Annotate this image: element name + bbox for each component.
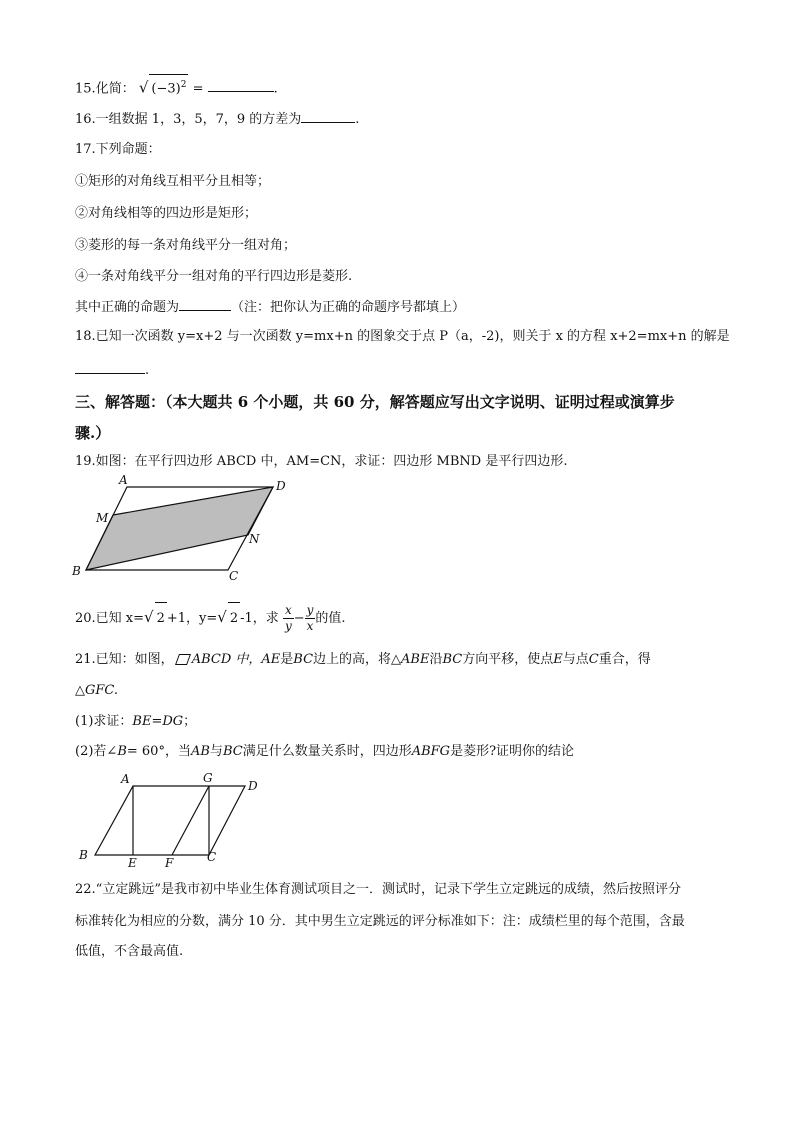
q18-answer-blank: [75, 359, 145, 374]
q21-label-e: E: [128, 856, 137, 868]
question-16: 16.一组数据 1，3，5，7，9 的方差为 .: [75, 108, 359, 130]
q19-label-m: M: [96, 511, 109, 525]
q21-label-c: C: [207, 850, 217, 864]
question-22-line-1: 22.“立定跳远”是我市初中毕业生体育测试项目之一．测试时，记录下学生立定跳远的成绩，然后按照评分: [75, 882, 681, 897]
q21-parallelogram-abcd: [95, 786, 245, 855]
question-15: 15.化简： √ $(-3)^2$ = .: [75, 74, 278, 99]
q21-label-g: G: [203, 771, 213, 785]
q21-part-2: (2)若∠B= 60°，当AB与BC满足什么数量关系时，四边形ABFG是菱形?证明你的结论: [75, 744, 575, 759]
q21-part-1: (1)求证：BE=DG；: [75, 714, 197, 729]
question-18: 18.已知一次函数 y=x+2 与一次函数 y=mx+n 的图象交于点 P（a，-2)，则关于 x 的方程 x+2=mx+n 的解是: [75, 329, 730, 344]
q19-label-b: B: [72, 564, 81, 578]
q17-item-4: ④一条对角线平分一组对角的平行四边形是菱形.: [75, 269, 353, 284]
q17-item-3: ③菱形的每一条对角线平分一组对角；: [75, 238, 297, 253]
q21-translation-figure: [70, 768, 270, 868]
q19-label-d: D: [276, 479, 286, 493]
q21-label-a: A: [121, 772, 130, 786]
q15-answer-blank: [208, 77, 274, 92]
q21-label-b: B: [79, 848, 88, 862]
sqrt-symbol: √: [217, 608, 227, 626]
q15-radicand: $(-3)^2$: [149, 74, 188, 99]
q15-text: 化简：: [95, 81, 135, 97]
sqrt-symbol: √: [138, 78, 149, 97]
q21-label-f: F: [165, 856, 174, 868]
question-17-intro: 17.下列命题：: [75, 142, 161, 157]
question-22-line-2: 标准转化为相应的分数，满分 10 分．其中男生立定跳远的评分标准如下：注：成绩栏里的每个范围，含最: [75, 914, 685, 929]
q18-answer-line: .: [75, 359, 149, 381]
q17-answer-line: 其中正确的命题为 （注：把你认为正确的命题序号都填上）: [75, 296, 465, 318]
q19-label-c: C: [229, 569, 239, 583]
q21-label-d: D: [248, 779, 258, 793]
question-20: 20.已知 x=√ 2 +1，y=√ 2 -1，求 $\frac{x}{y}$ − $\frac{y}{x}$ 的值.: [75, 603, 346, 633]
q17-item-1: ①矩形的对角线互相平分且相等；: [75, 174, 271, 189]
fraction-x-over-y: $\frac{x}{y}$: [284, 603, 292, 633]
section-3-heading: 三、解答题：（本大题共 6 个小题，共 60 分，解答题应写出文字说明、证明过程或演算步: [75, 393, 675, 411]
parallelogram-symbol-icon: [175, 654, 191, 665]
question-22-line-3: 低值，不含最高值.: [75, 944, 184, 959]
sqrt-symbol: √: [144, 608, 154, 626]
q17-item-2: ②对角线相等的四边形是矩形；: [75, 206, 258, 221]
q19-label-n: N: [249, 532, 260, 546]
section-3-heading-cont: 骤.）: [75, 424, 111, 442]
q19-label-a: A: [119, 473, 128, 487]
q21-line-2: △GFC.: [75, 683, 119, 698]
q21-segment-gf: [172, 786, 209, 855]
fraction-y-over-x: $\frac{y}{x}$: [306, 603, 314, 633]
q15-number: 15.: [75, 81, 96, 97]
q16-text: 16.一组数据 1，3，5，7，9 的方差为: [75, 112, 302, 127]
q19-parallelogram-figure: [60, 472, 300, 584]
q16-answer-blank: [301, 108, 355, 123]
question-19: 19.如图：在平行四边形 ABCD 中，AM=CN，求证：四边形 MBND 是平行四边形.: [75, 454, 568, 469]
q19-shaded-quadrilateral: [86, 487, 273, 570]
question-21: 21.已知：如图， ABCD 中，AE是BC边上的高，将△ABE沿BC方向平移，使点E与点C重合，得: [75, 652, 651, 667]
q17-answer-blank: [179, 296, 231, 311]
